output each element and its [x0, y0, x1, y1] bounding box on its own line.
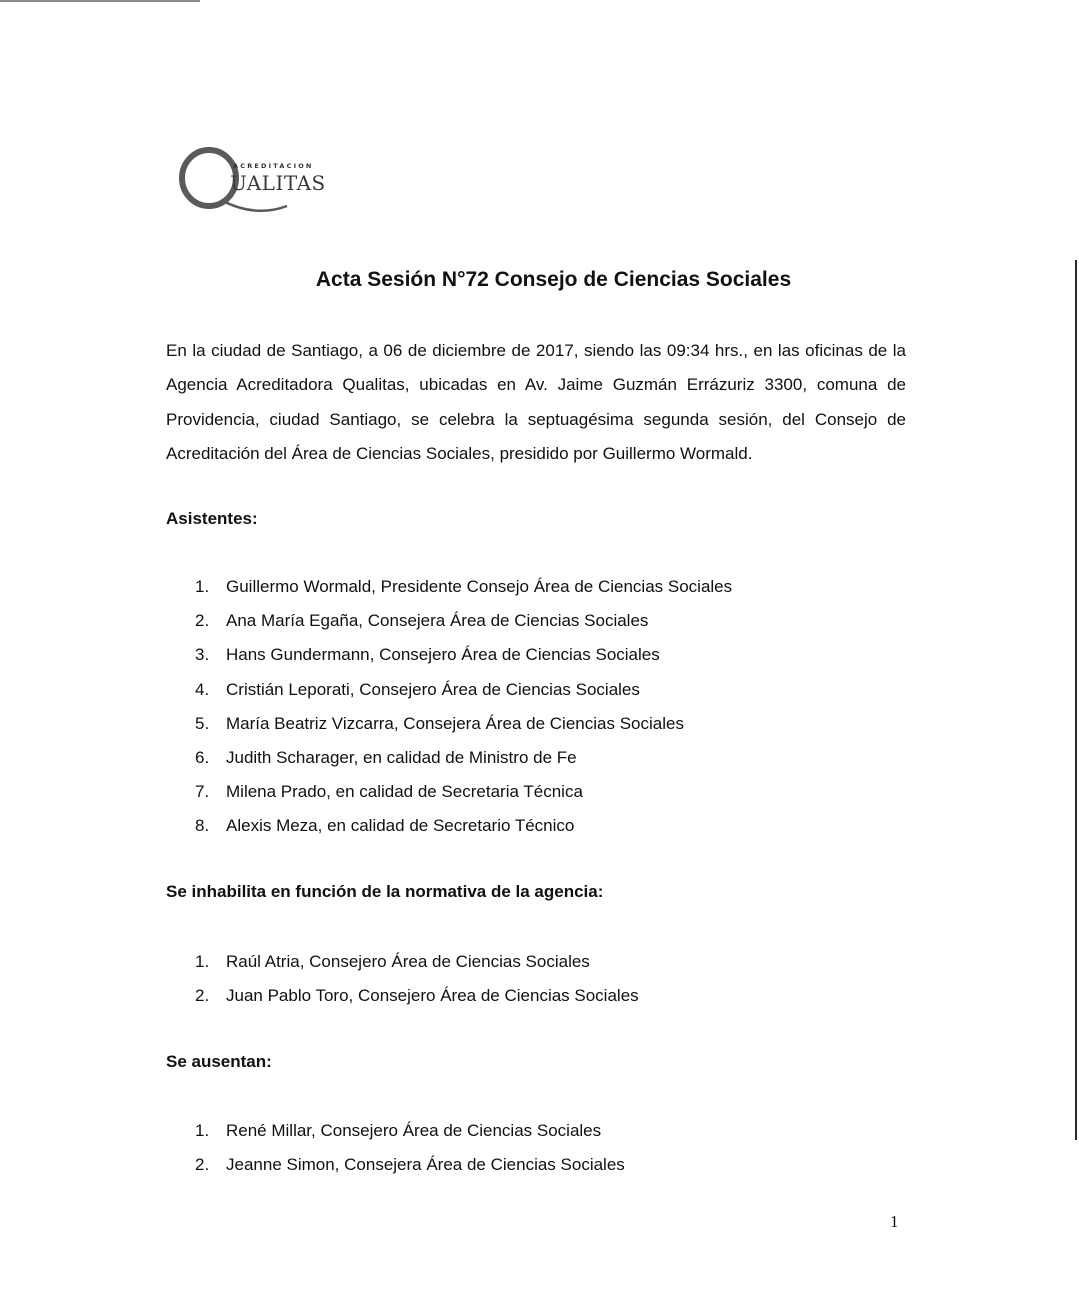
list-number: 8.: [195, 816, 210, 836]
list-text: Ana María Egaña, Consejera Área de Ciencias Sociales: [226, 611, 649, 631]
list-number: 7.: [195, 782, 210, 802]
list-text: Judith Scharager, en calidad de Ministro de Fe: [226, 747, 577, 767]
list-number: 1.: [195, 952, 210, 971]
section-heading-inhabilita: Se inhabilita en función de la normativa de la agencia:: [166, 882, 604, 901]
list-item: [195, 809, 732, 843]
list-number: 6.: [195, 747, 210, 767]
disqualified-list: [195, 945, 639, 1013]
list-number: 3.: [195, 645, 210, 665]
absent-list: [195, 1114, 625, 1182]
list-item: [195, 638, 732, 672]
qualitas-logo: [175, 140, 345, 220]
list-item: [195, 1148, 625, 1182]
list-item: [195, 707, 732, 741]
intro-paragraph: En la ciudad de Santiago, a 06 de diciembre de 2017, siendo las 09:34 hrs., en las oficinas de la Agencia Acreditadora Qualitas, ubicadas en Av. Jaime Guzmán Errázuriz 3300, comuna de Providencia, ciudad Santiago, se celebra la septuagésima segunda sesión, del Consejo de Acreditación del Área de Ciencias Sociales, presidido por Guillermo Wormald.: [166, 341, 906, 463]
list-text: Hans Gundermann, Consejero Área de Ciencias Sociales: [226, 645, 660, 665]
section-heading-ausentan: Se ausentan:: [166, 1052, 272, 1071]
list-text: María Beatriz Vizcarra, Consejera Área de Ciencias Sociales: [226, 713, 684, 733]
list-item: [195, 604, 732, 638]
list-number: 2.: [195, 1155, 210, 1175]
list-text: René Millar, Consejero Área de Ciencias Sociales: [226, 1121, 602, 1140]
page-number: 1: [890, 1212, 899, 1231]
scan-edge-right: [1075, 260, 1077, 1140]
list-item: [195, 775, 732, 809]
attendees-list: [195, 570, 732, 844]
list-item: [195, 570, 732, 604]
logo-name-text: UALITAS: [230, 171, 326, 195]
list-item: [195, 979, 639, 1013]
logo-acreditacion-text: ACREDITACION: [233, 162, 314, 170]
list-text: Jeanne Simon, Consejera Área de Ciencias Sociales: [226, 1155, 625, 1175]
list-item: [195, 1114, 625, 1148]
section-heading-asistentes: Asistentes:: [166, 509, 258, 528]
list-text: Alexis Meza, en calidad de Secretario Técnico: [226, 816, 575, 836]
list-text: Juan Pablo Toro, Consejero Área de Ciencias Sociales: [226, 986, 639, 1006]
list-item: [195, 945, 639, 979]
list-number: 2.: [195, 986, 210, 1006]
list-item: [195, 741, 732, 775]
list-number: 2.: [195, 611, 210, 631]
list-number: 5.: [195, 713, 210, 733]
list-text: Cristián Leporati, Consejero Área de Ciencias Sociales: [226, 679, 640, 699]
list-text: Raúl Atria, Consejero Área de Ciencias Sociales: [226, 952, 590, 971]
document-title: Acta Sesión N°72 Consejo de Ciencias Sociales: [315, 268, 792, 291]
list-item: [195, 673, 732, 707]
list-number: 1.: [195, 577, 210, 596]
scan-edge-top: [0, 0, 200, 2]
list-text: Guillermo Wormald, Presidente Consejo Área de Ciencias Sociales: [226, 577, 733, 596]
list-number: 4.: [195, 679, 210, 699]
list-text: Milena Prado, en calidad de Secretaria Técnica: [226, 782, 583, 802]
list-number: 1.: [195, 1121, 210, 1140]
